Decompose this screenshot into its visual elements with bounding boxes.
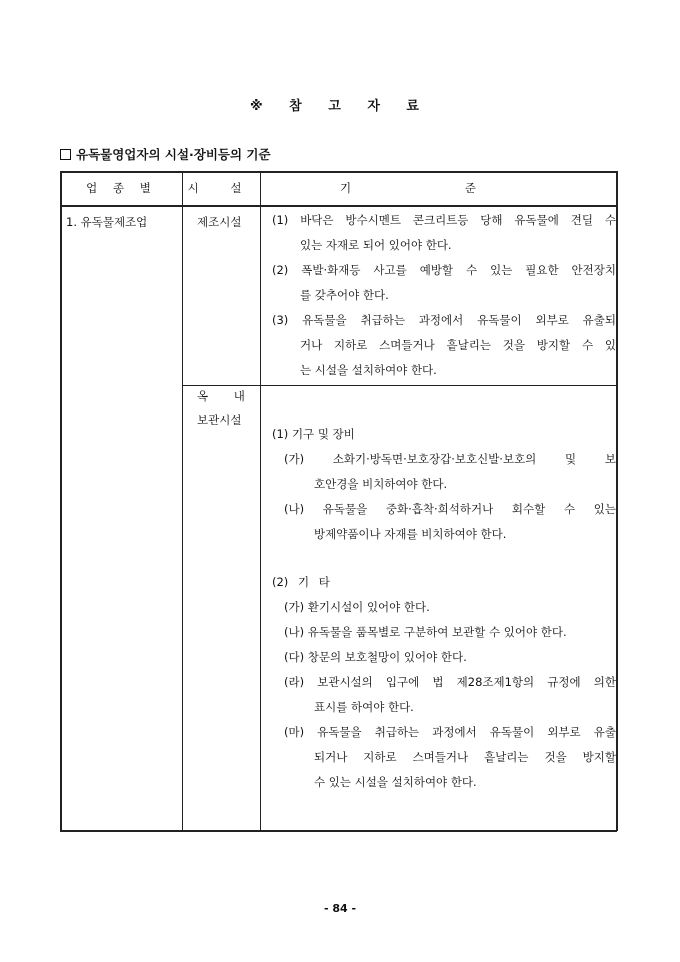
table-header-divider xyxy=(60,205,617,207)
list-item-continuation: 는 시설을 설치하여야 한다. xyxy=(300,363,437,377)
list-item-continuation: 를 갖추어야 한다. xyxy=(300,288,389,302)
table-border-right xyxy=(616,171,618,831)
section-title xyxy=(60,145,271,163)
header-facility: 시 설 xyxy=(187,181,256,195)
table-border-top xyxy=(60,171,617,173)
list-item: (2) 폭발·화재등 사고를 예방할 수 있는 필요한 안전장치 xyxy=(272,263,616,277)
checkbox-icon xyxy=(60,149,71,160)
list-item-continuation: 호안경을 비치하여야 한다. xyxy=(314,477,448,491)
table-border-left xyxy=(60,171,62,831)
list-item-continuation: 방제약품이나 자재를 비치하여야 한다. xyxy=(314,527,507,541)
list-item-continuation: 있는 자재로 되어 있어야 한다. xyxy=(300,238,452,252)
list-item: (다) 창문의 보호철망이 있어야 한다. xyxy=(284,650,467,664)
list-item: (마) 유독물을 취급하는 과정에서 유독물이 외부로 유출 xyxy=(284,725,616,739)
table-column-divider-2 xyxy=(260,171,261,831)
table-column-divider-1 xyxy=(182,171,183,831)
group-heading: (1) 기구 및 장비 xyxy=(272,427,355,441)
list-item: (나) 유독물을 중화·흡착·희석하거나 회수할 수 있는 xyxy=(284,502,616,516)
section-title-text: 유독물영업자의 시설·장비등의 기준 xyxy=(76,147,271,162)
list-item: (3) 유독물을 취급하는 과정에서 유독물이 외부로 유출되 xyxy=(272,313,616,327)
header-business-type: 업 종 별 xyxy=(86,181,157,195)
other-standards xyxy=(272,570,616,795)
list-item-continuation: 수 있는 시설을 설치하여야 한다. xyxy=(314,775,477,789)
facility-manufacturing: 제조시설 xyxy=(197,215,242,229)
header-standard-text: 기 준 xyxy=(340,181,476,195)
table-row-divider xyxy=(182,385,617,386)
table-border-bottom xyxy=(60,830,617,832)
list-item-continuation: 되거나 지하로 스며들거나 흩날리는 것을 방지할 xyxy=(314,750,616,764)
list-item: (나) 유독물을 품목별로 구분하여 보관할 수 있어야 한다. xyxy=(284,625,567,639)
list-item-continuation: 거나 지하로 스며들거나 흩날리는 것을 방지할 수 있 xyxy=(300,338,616,352)
manufacturing-standards xyxy=(272,208,616,383)
list-item: (가) 환기시설이 있어야 한다. xyxy=(284,600,430,614)
group-heading: (2) 기 타 xyxy=(272,575,330,589)
header-standard xyxy=(340,180,540,196)
facility-indoor-line2: 보관시설 xyxy=(197,413,242,427)
document-title: ※ 참 고 자 료 xyxy=(250,99,430,114)
list-item: (1) 바닥은 방수시멘트 콘크리트등 당해 유독물에 견딜 수 xyxy=(272,213,616,227)
list-item: (라) 보관시설의 입구에 법 제28조제1항의 규정에 의한 xyxy=(284,675,616,689)
list-item: (가) 소화기·방독면·보호장갑·보호신발·보호의 및 보 xyxy=(284,452,616,466)
facility-indoor-line1: 옥 내 xyxy=(197,389,245,403)
list-item-continuation: 표시를 하여야 한다. xyxy=(314,700,414,714)
equipment-standards xyxy=(272,422,616,547)
business-type-cell: 1. 유독물제조업 xyxy=(66,215,148,229)
page-number: - 84 - xyxy=(323,902,357,915)
